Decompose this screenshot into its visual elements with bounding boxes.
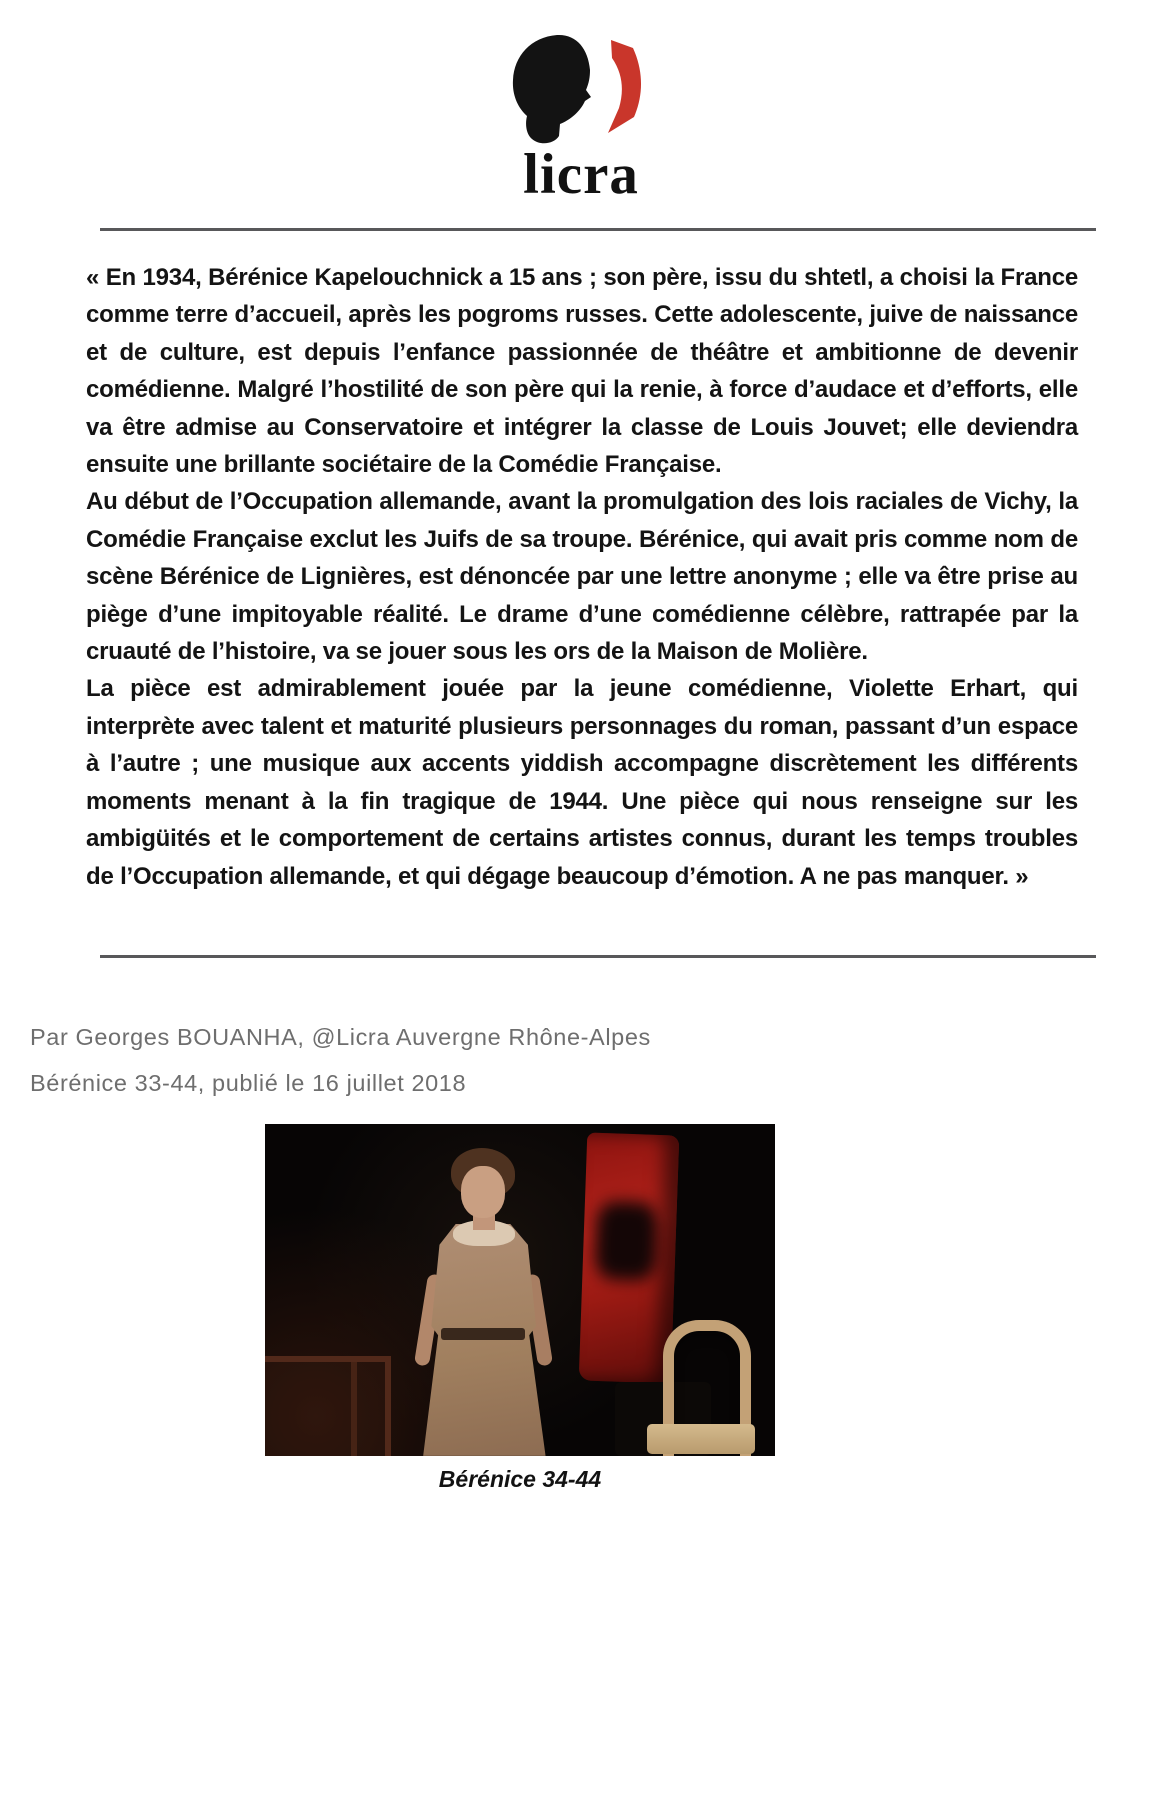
logo-accent-swoosh-icon: [608, 40, 641, 133]
article-paragraph: Au début de l’Occupation allemande, avant la promulgation des lois raciales de Vichy, la Comédie Française exclut les Juifs de sa troupe. Bérénice, qui avait pris comme nom de scène Bérénice de Lignières, est dénoncée par une lettre anonyme ; elle va être prise au piège d’une impitoyable réalité. Le drame d’une comédienne célèbre, rattrapée par la cruauté de l’histoire, va se jouer sous les ors de la Maison de Molière.: [86, 488, 1078, 666]
wooden-table-prop: [265, 1356, 391, 1456]
bottom-divider: [100, 955, 1096, 958]
performance-photo-figure: [265, 1124, 775, 1493]
article-paragraph: « En 1934, Bérénice Kapelouchnick a 15 ans ; son père, issu du shtetl, a choisi la France comme terre d’accueil, après les pogroms russes. Cette adolescente, juive de naissance et de culture, est depuis l’enfance passionnée de théâtre et ambitionne de devenir comédienne. Malgré l’hostilité de son père qui la renie, à force d’audace et d’efforts, elle va être admise au Conservatoire et intégrer la classe de Louis Jouvet; elle deviendra ensuite une brillante sociétaire de la Comédie Française.: [86, 264, 1078, 479]
performance-photo: [265, 1124, 775, 1456]
actress-figure: [413, 1146, 553, 1456]
actress-face: [461, 1166, 505, 1218]
logo-wordmark: licra: [523, 143, 639, 206]
byline: [30, 1014, 1162, 1106]
actress-belt: [441, 1328, 525, 1340]
byline-publication: Bérénice 33-44, publié le 16 juillet 2018: [30, 1069, 467, 1096]
licra-logo-icon: [481, 32, 681, 144]
banner-emblem-shadow: [594, 1201, 659, 1281]
chair-seat: [647, 1424, 755, 1454]
article-body: [86, 259, 1078, 895]
page-header: [0, 0, 1162, 204]
article-paragraph: La pièce est admirablement jouée par la jeune comédienne, Violette Erhart, qui interprète avec talent et maturité plusieurs personnages du roman, passant d’un espace à l’autre ; une musique aux accents yiddish accompagne discrètement les différents moments menant à la fin tragique de 1944. Une pièce qui nous renseigne sur les ambigüités et le comportement de certains artistes connus, durant les temps troubles de l’Occupation allemande, et qui dégage beaucoup d’émotion. A ne pas manquer. »: [86, 675, 1078, 890]
byline-author: Par Georges BOUANHA, @Licra Auvergne Rhône-Alpes: [30, 1023, 651, 1050]
logo-head-profile-icon: [513, 35, 591, 143]
top-divider: [100, 228, 1096, 231]
table-leg: [351, 1362, 357, 1456]
actress-dress: [415, 1224, 551, 1456]
photo-caption: Bérénice 34-44: [438, 1465, 602, 1492]
